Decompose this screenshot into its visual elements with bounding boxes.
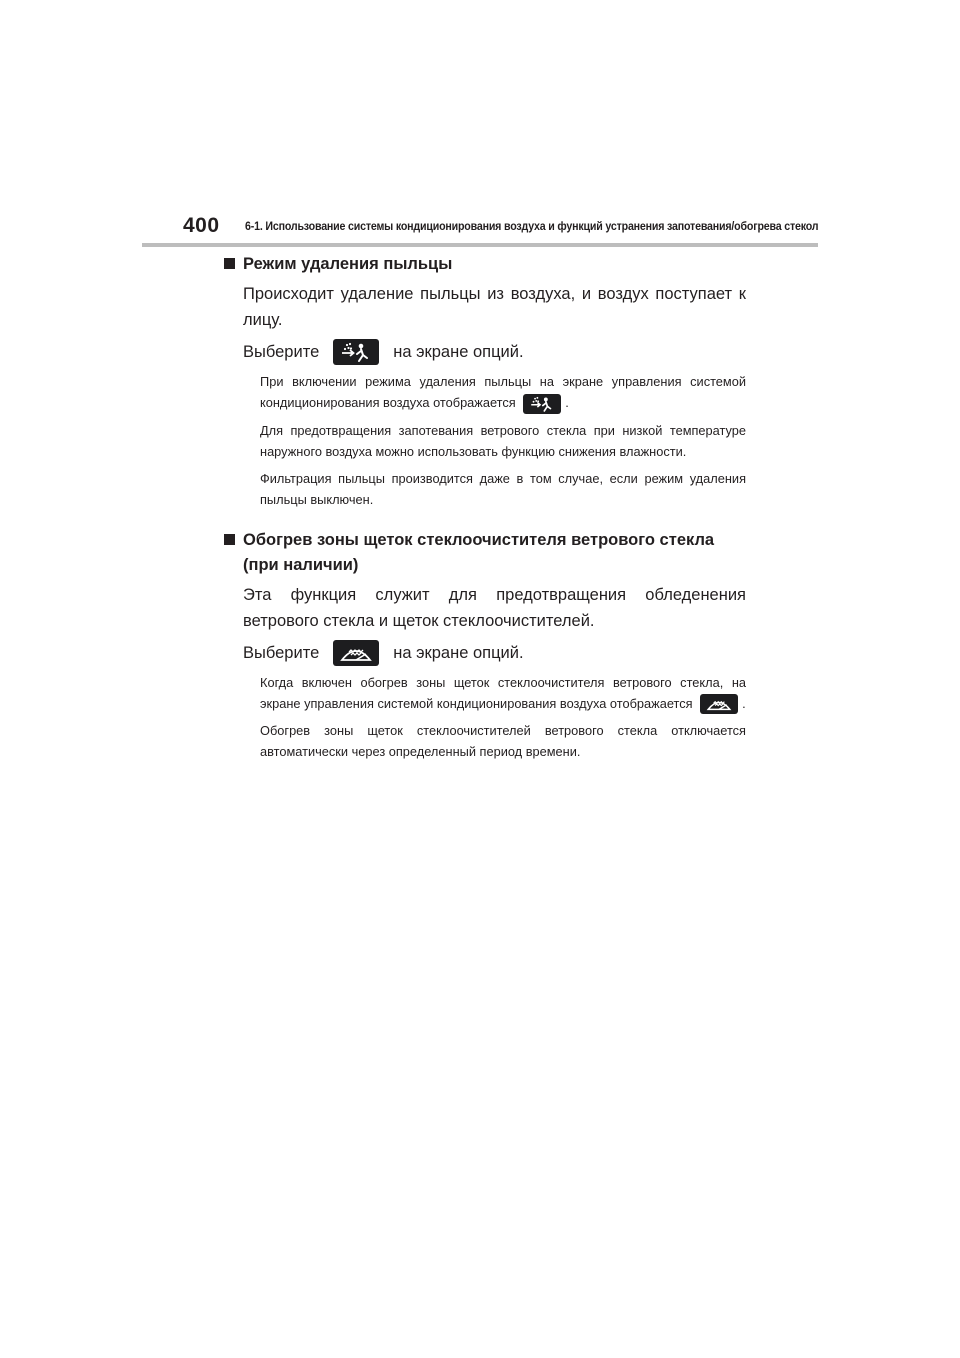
pollen-removal-icon — [333, 339, 379, 365]
page-number: 400 — [183, 214, 220, 237]
chapter-title: 6-1. Использование системы кондиционирования воздуха и функций устранения запотевания/обогрева стекол — [245, 221, 819, 233]
section-paragraph: Происходит удаление пыльцы из воздуха, и воздух поступает к лицу. — [243, 285, 746, 329]
note: Обогрев зоны щеток стеклоочистителей ветрового стекла отключается автоматически через определенный период времени. — [260, 723, 746, 760]
pollen-removal-indicator-icon — [523, 394, 561, 414]
step-instruction: Выберите на экране опций. — [243, 640, 746, 666]
section-title: Обогрев зоны щеток стеклоочистителя ветрового стекла (при наличии) — [223, 528, 746, 578]
square-bullet-icon — [224, 258, 235, 269]
wiper-deicer-icon — [333, 640, 379, 666]
section-title: Режим удаления пыльцы — [223, 252, 746, 277]
step-instruction: Выберите на экране опций. — [243, 339, 746, 365]
section-paragraph: Эта функция служит для предотвращения обледенения ветрового стекла и щеток стеклоочистителей. — [243, 585, 746, 630]
page-content — [223, 252, 746, 762]
square-bullet-icon — [224, 534, 235, 545]
section-wiper-deicer — [223, 528, 746, 763]
note: Фильтрация пыльцы производится даже в том случае, если режим удаления пыльцы выключен. — [260, 470, 746, 507]
section-pollen-removal — [223, 252, 746, 510]
note: Когда включен обогрев зоны щеток стеклоочистителя ветрового стекла, на экране управления системой кондиционирования воздуха отображается . — [260, 672, 746, 715]
note: Для предотвращения запотевания ветрового стекла при низкой температуре наружного воздуха можно использовать функцию снижения влажности. — [260, 422, 746, 459]
header-divider — [142, 243, 818, 247]
wiper-deicer-indicator-icon — [700, 694, 738, 714]
note: При включении режима удаления пыльцы на экране управления системой кондиционирования воздуха отображается . — [260, 371, 746, 414]
